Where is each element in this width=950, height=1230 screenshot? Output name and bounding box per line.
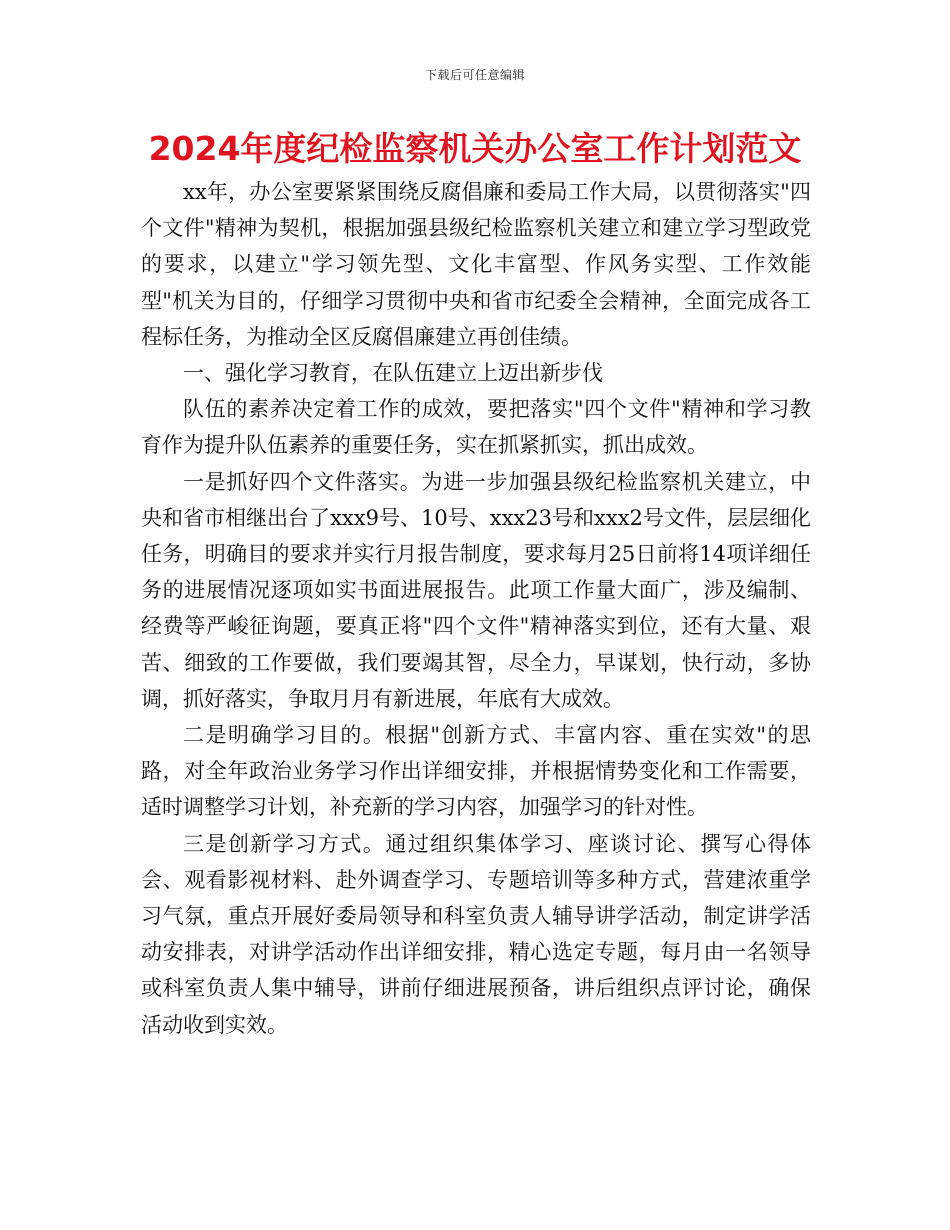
document-title: 2024年度纪检监察机关办公室工作计划范文 [148,129,802,168]
paragraph-intro: xx年，办公室要紧紧围绕反腐倡廉和委局工作大局，以贯彻落实"四个文件"精神为契机，根据加强县级纪检监察机关建立和建立学习型政党的要求，以建立"学习领先型、文化丰富型、作风务实型、工作效能型"机关为目的，仔细学习贯彻中央和省市纪委全会精神，全面完成各工程标任务，为推动全区反腐倡廉建立再创佳绩。 [141,180,811,349]
paragraph-section-1-intro: 队伍的素养决定着工作的成效，要把落实"四个文件"精神和学习教育作为提升队伍素养的重要任务，实在抓紧抓实，抓出成效。 [141,397,811,458]
document-body [141,174,811,1043]
header-note: 下载后可任意编辑 [424,68,525,82]
paragraph-point-2: 二是明确学习目的。根据"创新方式、丰富内容、重在实效"的思路，对全年政治业务学习作出详细安排，并根据情势变化和工作需要，适时调整学习计划，补充新的学习内容，加强学习的针对性。 [141,723,811,820]
section-heading-1: 一、强化学习教育，在队伍建立上迈出新步伐 [183,361,603,386]
paragraph-point-3: 三是创新学习方式。通过组织集体学习、座谈讨论、撰写心得体会、观看影视材料、赴外调查学习、专题培训等多种方式，营建浓重学习气氛，重点开展好委局领导和科室负责人辅导讲学活动，制定讲学活动安排表，对讲学活动作出详细安排，精心选定专题，每月由一名领导或科室负责人集中辅导，讲前仔细进展预备，讲后组织点评讨论，确保活动收到实效。 [141,831,811,1037]
paragraph-point-1: 一是抓好四个文件落实。为进一步加强县级纪检监察机关建立，中央和省市相继出台了xxx9号、10号、xxx23号和xxx2号文件，层层细化任务，明确目的要求并实行月报告制度，要求每月25日前将14项详细任务的进展情况逐项如实书面进展报告。此项工作量大面广，涉及编制、经费等严峻征询题，要真正将"四个文件"精神落实到位，还有大量、艰苦、细致的工作要做，我们要竭其智，尽全力，早谋划，快行动，多协调，抓好落实，争取月月有新进展，年底有大成效。 [141,469,811,711]
